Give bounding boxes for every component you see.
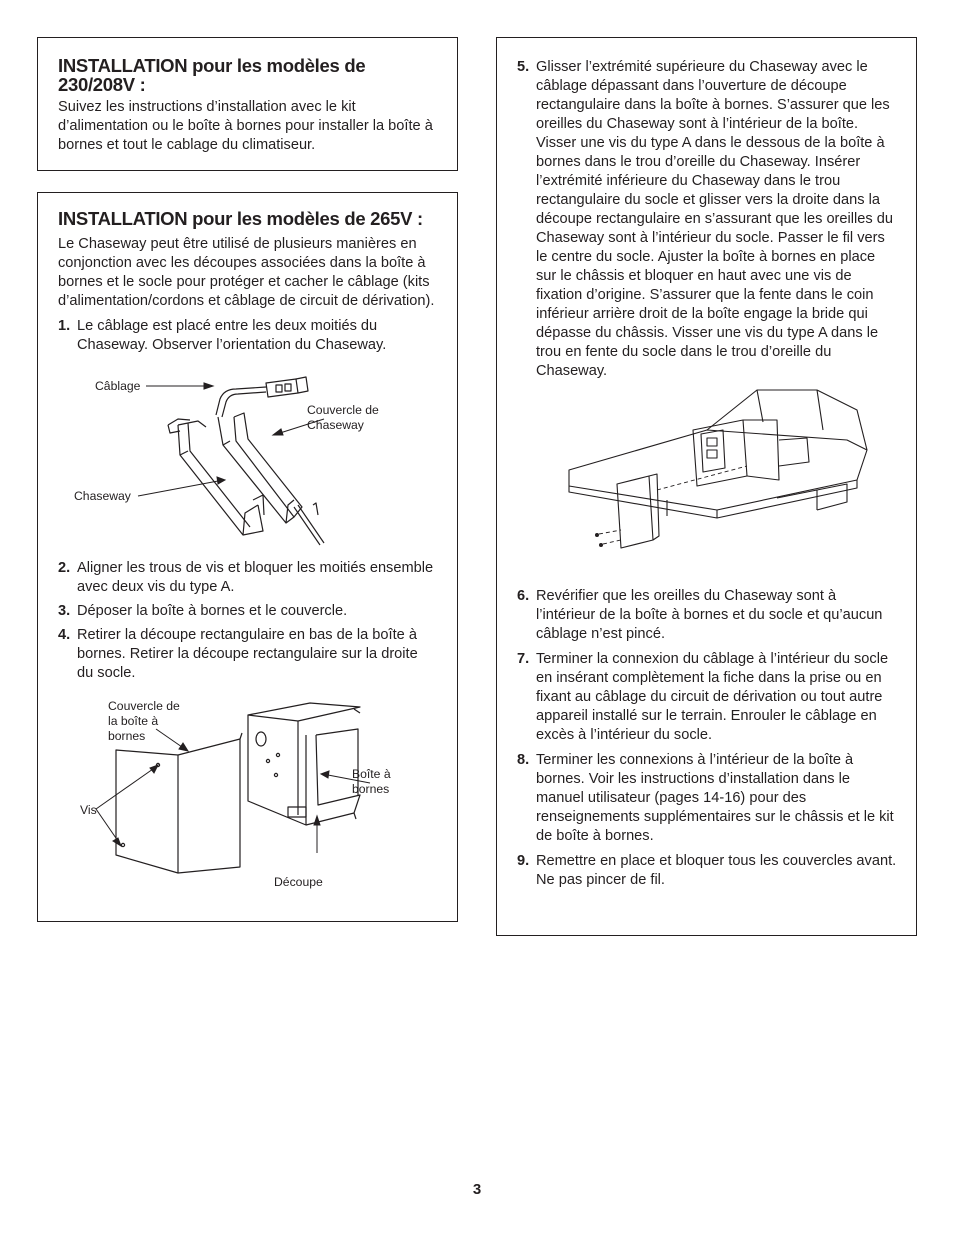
step-3 <box>58 602 437 621</box>
step-8 <box>517 751 898 846</box>
step-number: 6. <box>517 588 530 604</box>
label-chaseway-cover: Couvercle de Chaseway <box>307 403 379 432</box>
step-text: Terminer les connexions à l’intérieur de la boîte à bornes. Voir les instructions d’installation dans le manuel utilisateur (pages 14-16) pour des renseignements supplémentaires sur le châssis et le kit de boîte à bornes. <box>536 752 894 844</box>
step-number: 3. <box>58 603 71 619</box>
step-number: 1. <box>58 318 71 334</box>
label-wiring: Câblage <box>95 379 141 393</box>
step-text: Terminer la connexion du câblage à l’intérieur du socle en insérant complètement la fiche dans la prise ou en fixant au câblage du circuit de dérivation ou tout autre appareil installé sur le terrain. Enrouler le câblage en excès à l’intérieur du socle. <box>536 651 889 743</box>
junction-box-figure <box>58 695 437 895</box>
step-text: Glisser l’extrémité supérieure du Chaseway avec le câblage dépassant dans l’ouverture de découpe rectangulaire dans la boîte à bornes. S’assurer que les oreilles du Chaseway sont à l’intérieur de la boîte. Visser une vis du type A dans le dessous de la boîte à bornes dans le trou d’oreille du Chaseway. Insérer l’extrémité inférieure du Chaseway dans le trou rectangulaire du socle et glisser vers la droite dans la découpe rectangulaire en s’assurant que les oreilles du Chaseway sont à l’intérieur du socle. Passer le fil vers le centre du socle. Ajuster la boîte à bornes en place sur le châssis et bloquer en haut avec une vis de fixation d’origine. S’assurer que la fente dans le coin inférieur arrière droit de la boîte engage la bride qui dépasse du châssis. Visser une vis du type A dans le trou en fente du socle dans le trou d’oreille du Chaseway. <box>536 59 893 379</box>
section-265-box <box>37 192 458 922</box>
section-265-heading: INSTALLATION pour les modèles de 265V : <box>58 208 423 229</box>
label-screws: Vis <box>80 803 97 817</box>
section-230-box <box>37 37 458 171</box>
step-text: Remettre en place et bloquer tous les couvercles avant. Ne pas pincer de fil. <box>536 853 897 888</box>
step-7 <box>517 650 898 745</box>
step-number: 8. <box>517 752 530 768</box>
installation-figure <box>517 390 898 575</box>
steps-list-right <box>517 58 898 381</box>
section-265-intro: Le Chaseway peut être utilisé de plusieurs manières en conjonction avec les découpes associées dans la boîte à bornes et le socle pour protéger et cacher le câblage (kits d’alimentation/cordons et câblage de circuit de dérivation). <box>58 236 435 309</box>
step-4 <box>58 626 437 683</box>
step-text: Aligner les trous de vis et bloquer les moitiés ensemble avec deux vis du type A. <box>77 560 434 595</box>
label-chaseway: Chaseway <box>74 489 131 503</box>
chaseway-figure <box>58 355 437 555</box>
section-230-heading: INSTALLATION pour les modèles de 230/208V : <box>58 55 366 95</box>
step-text: Retirer la découpe rectangulaire en bas de la boîte à bornes. Retirer la découpe rectangulaire sur la droite du socle. <box>77 627 418 681</box>
steps-list-right-cont <box>517 587 898 890</box>
section-230-intro: Suivez les instructions d’installation avec le kit d’alimentation ou le boîte à bornes pour installer la boîte à bornes et tout le cablage du climatiseur. <box>58 99 433 153</box>
steps-continued-box <box>496 37 917 936</box>
step-9 <box>517 852 898 890</box>
page-number: 3 <box>472 1181 482 1198</box>
step-number: 4. <box>58 627 71 643</box>
step-2 <box>58 559 437 597</box>
installation-drawing <box>517 390 897 575</box>
step-number: 2. <box>58 560 71 576</box>
label-box-cover: Couvercle de la boîte à bornes <box>108 699 180 743</box>
step-number: 5. <box>517 59 530 75</box>
step-5 <box>517 58 898 381</box>
steps-list-left <box>58 317 437 355</box>
step-number: 9. <box>517 853 530 869</box>
step-1 <box>58 317 437 355</box>
label-junction-box: Boîte à bornes <box>352 767 391 796</box>
step-6 <box>517 587 898 644</box>
step-text: Déposer la boîte à bornes et le couvercle. <box>77 603 348 619</box>
step-text: Revérifier que les oreilles du Chaseway sont à l’intérieur de la boîte à bornes et du socle et qu’aucun câblage n’est pincé. <box>536 588 883 642</box>
step-number: 7. <box>517 651 530 667</box>
steps-list-left-cont <box>58 559 437 683</box>
step-text: Le câblage est placé entre les deux moitiés du Chaseway. Observer l’orientation du Chaseway. <box>77 318 387 353</box>
label-knockout: Découpe <box>274 875 323 889</box>
